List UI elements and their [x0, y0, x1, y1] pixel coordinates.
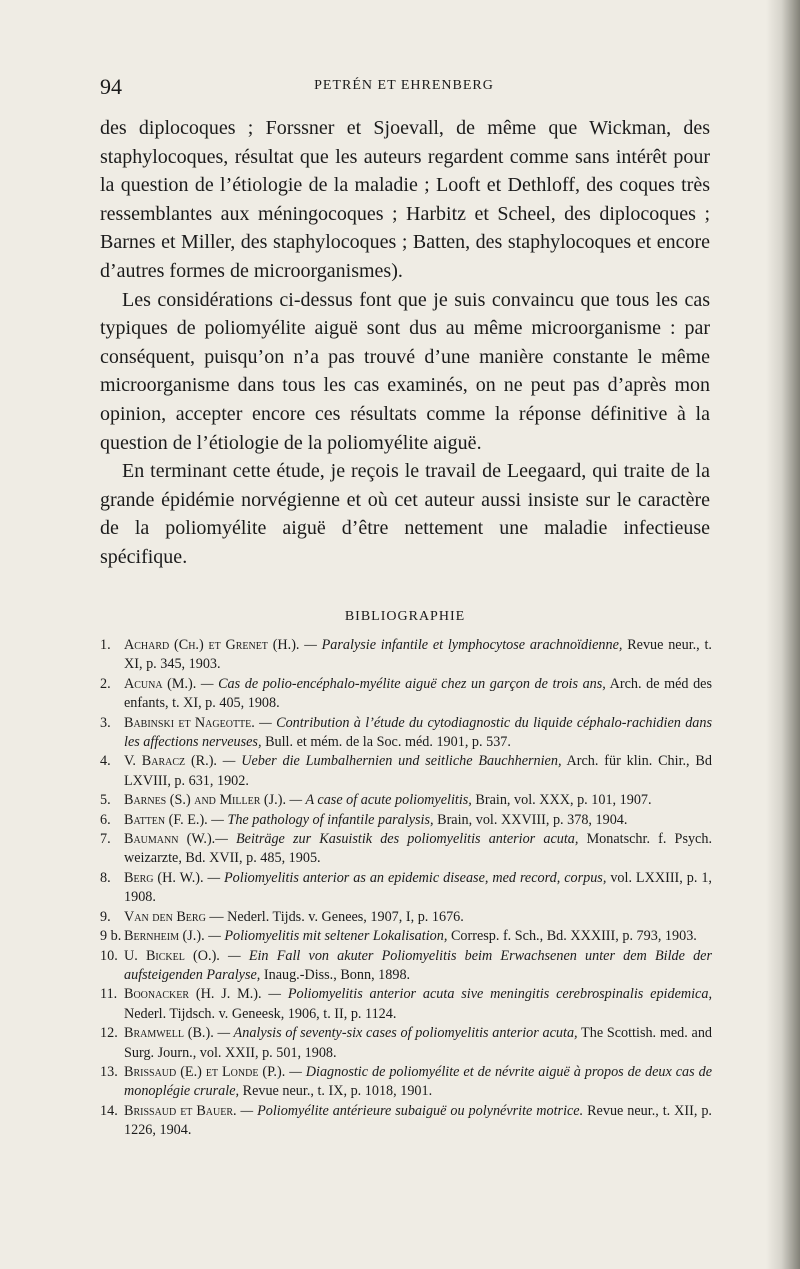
entry-number: 8. — [100, 869, 111, 886]
entry-details: Revue neur., t. XI, p. 345, 1903. — [124, 637, 712, 673]
bibliography-entry — [100, 830, 712, 869]
bibliography-entry — [100, 791, 712, 810]
entry-details: Corresp. f. Sch., Bd. XXXIII, p. 793, 1903. — [447, 928, 697, 945]
entry-number: 5. — [100, 792, 111, 809]
bibliography-list — [100, 636, 712, 1141]
entry-number: 7. — [100, 831, 111, 848]
entry-details: Arch. für klin. Chir., Bd LXVIII, p. 631, 1902. — [124, 753, 712, 789]
entry-details: Bull. et mém. de la Soc. méd. 1901, p. 537. — [261, 734, 511, 751]
entry-details: Revue neur., t. IX, p. 1018, 1901. — [239, 1083, 433, 1100]
bibliography-entry — [100, 752, 712, 791]
entry-details: Brain, vol. XXVIII, p. 378, 1904. — [433, 811, 628, 828]
bibliography-entry — [100, 714, 712, 753]
entry-details: vol. LXXIII, p. 1, 1908. — [124, 869, 712, 906]
page-number: 94 — [100, 74, 122, 99]
entry-title: — Poliomyelitis anterior acuta sive meningitis cerebrospinalis epidemica, — [261, 986, 712, 1003]
entry-author: Brissaud et Bauer. — [124, 1102, 237, 1119]
entry-title: — Contribution à l’étude du cytodiagnostic du liquide céphalo-rachidien dans les affections nerveuses, — [124, 714, 712, 751]
entry-details: Brain, vol. XXX, p. 101, 1907. — [471, 792, 652, 809]
entry-number: 1. — [100, 637, 111, 653]
entry-author: Batten (F. E.). — [124, 811, 208, 828]
entry-number: 10. — [100, 947, 118, 964]
entry-author: Achard (Ch.) et Grenet (H.). — [124, 637, 300, 653]
paragraph: En terminant cette étude, je reçois le travail de Leegaard, qui traite de la grande épidémie norvégienne et où cet auteur aussi insiste sur le caractère de la poliomyélite aiguë d’être nettement une maladie infectieuse spécifique. — [100, 460, 710, 568]
bibliography-entry — [100, 927, 712, 946]
entry-title: — Analysis of seventy-six cases of poliomyelitis anterior acuta, — [213, 1025, 578, 1042]
entry-details: — Nederl. Tijds. v. Genees, 1907, I, p. 1676. — [205, 908, 464, 925]
entry-number: 9 b. — [100, 928, 122, 945]
bibliography-entry — [100, 869, 712, 908]
entry-author: Babinski et Nageotte. — [124, 714, 255, 731]
entry-author: Barnes (S.) and Miller (J.). — [124, 792, 286, 809]
entry-title: — Ueber die Lumbalhernien und seitliche Bauchhernien, — [216, 753, 562, 770]
entry-details: Monatschr. f. Psych. weizarzte, Bd. XVII, p. 485, 1905. — [124, 831, 712, 867]
entry-author: Baumann (W.). — [124, 831, 216, 848]
entry-details: Nederl. Tijdsch. v. Geneesk, 1906, t. II, p. 1124. — [124, 1005, 397, 1022]
entry-author: Brissaud (E.) et Londe (P.). — [124, 1063, 286, 1080]
entry-author: U. Bickel (O.). — [124, 947, 220, 964]
page-edge-shadow — [766, 0, 800, 1269]
paragraph: des diplocoques ; Forssner et Sjoevall, de même que Wickman, des staphylocoques, résultat que les auteurs regardent comme sans intérêt pour la question de l’étiologie de la maladie ; Looft et Dethloff, des coques très ressemblantes aux méningocoques ; Harbitz et Scheel, des diplocoques ; Barnes et Miller, des staphylocoques ; Batten, des staphylocoques et encore d’autres formes de microorganismes). — [100, 117, 710, 282]
entry-author: Boonacker (H. J. M.). — [124, 986, 262, 1003]
entry-number: 2. — [100, 675, 111, 692]
entry-details: Inaug.-Diss., Bonn, 1898. — [260, 966, 411, 983]
entry-author: V. Baracz (R.). — [124, 753, 217, 770]
entry-details: Arch. de méd des enfants, t. XI, p. 405, 1908. — [124, 675, 712, 712]
bibliography-entry — [100, 1024, 712, 1063]
entry-title: — Ein Fall von akuter Poliomyelitis beim Erwachsenen unter dem Bilde der aufsteigenden Paralyse, — [124, 947, 712, 983]
entry-author: Van den Berg — [124, 908, 206, 925]
entry-number: 14. — [100, 1102, 118, 1119]
entry-title: — Poliomyélite antérieure subaiguë ou polynévrite motrice. — [236, 1102, 584, 1119]
entry-number: 11. — [100, 986, 118, 1003]
bibliography-entry — [100, 811, 712, 830]
bibliography-entry — [100, 636, 712, 675]
entry-title: — A case of acute poliomyelitis, — [286, 792, 472, 809]
entry-details: The Scottish. med. and Surg. Journ., vol. XXII, p. 501, 1908. — [124, 1025, 713, 1061]
bibliography-entry — [100, 1063, 712, 1102]
entry-author: Berg (H. W.). — [124, 869, 204, 886]
entry-title: — Poliomyelitis anterior as an epidemic disease, med record, corpus, — [203, 869, 607, 886]
entry-title: — Beiträge zur Kasuistik des poliomyelitis anterior acuta, — [215, 831, 579, 848]
paragraph: Les considérations ci-dessus font que je suis convaincu que tous les cas typiques de poliomyélite aiguë sont dus au même microorganisme : par conséquent, puisqu’on n’a pas trouvé d’une manière constante le même microorganisme dans tous les cas examinés, on ne peut pas d’après mon opinion, accepter encore ces résultats comme la réponse définitive à la question de l’étiologie de la poliomyélite aiguë. — [100, 288, 710, 454]
bibliography-entry — [100, 985, 712, 1024]
entry-number: 9. — [100, 908, 111, 925]
entry-title: — Cas de polio-encéphalo-myélite aiguë chez un garçon de trois ans, — [196, 675, 606, 692]
bibliography-entry — [100, 947, 712, 986]
entry-number: 12. — [100, 1025, 118, 1042]
running-head: PETRÉN ET EHRENBERG — [314, 78, 494, 93]
entry-title: — Poliomyelitis mit seltener Lokalisation, — [204, 928, 448, 945]
body-text — [100, 114, 710, 572]
entry-title: — The pathology of infantile paralysis, — [207, 811, 434, 828]
bibliography-entry — [100, 908, 712, 927]
page-header — [100, 70, 708, 100]
entry-number: 4. — [100, 753, 111, 770]
entry-number: 13. — [100, 1063, 118, 1080]
bibliography-entry — [100, 1102, 712, 1141]
entry-author: Acuna (M.). — [124, 675, 197, 692]
entry-author: Bramwell (B.). — [124, 1025, 214, 1042]
bibliography-entry — [100, 675, 712, 714]
entry-author: Bernheim (J.). — [124, 928, 205, 945]
entry-title: — Paralysie infantile et lymphocytose arachnoïdienne, — [299, 637, 623, 653]
entry-number: 6. — [100, 811, 111, 828]
entry-number: 3. — [100, 714, 111, 731]
entry-details: Revue neur., t. XII, p. 1226, 1904. — [124, 1102, 712, 1139]
bibliography-title: BIBLIOGRAPHIE — [344, 609, 466, 624]
entry-title: — Diagnostic de poliomyélite et de névrite aiguë à propos de deux cas de monoplégie crurale, — [124, 1063, 712, 1100]
